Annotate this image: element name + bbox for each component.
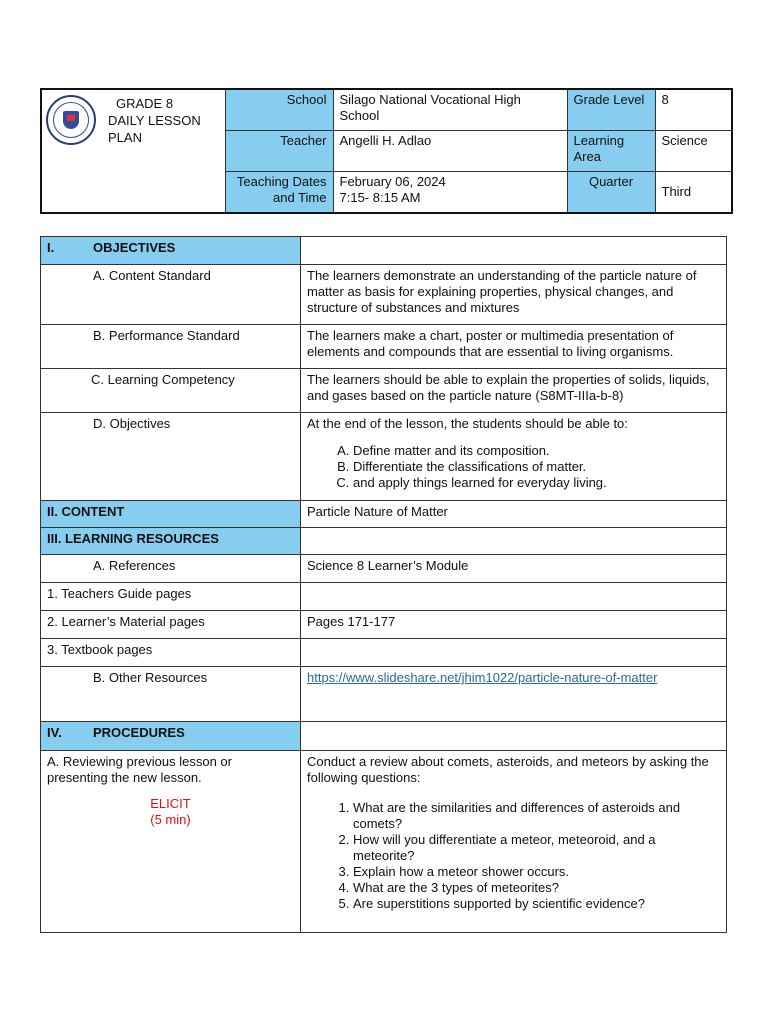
title-line: GRADE 8 — [116, 96, 174, 111]
title-line: DAILY LESSON — [108, 113, 201, 128]
review-intro: Conduct a review about comets, asteroids, and meteors by asking the following questions: — [307, 754, 709, 785]
review-label: A. Reviewing previous lesson or presenting the new lesson. — [47, 754, 232, 785]
learning-competency-label: C. Learning Competency — [41, 369, 301, 413]
list-item: 5. Are superstitions supported by scientific evidence? — [353, 896, 720, 912]
content-heading: II. CONTENT — [41, 501, 301, 528]
teaching-dates-label-line: and Time — [273, 190, 327, 205]
objectives-intro: At the end of the lesson, the students should be able to: — [307, 416, 628, 431]
teaching-dates-label-line: Teaching Dates — [236, 174, 327, 189]
list-item: 4. What are the 3 types of meteorites? — [353, 880, 720, 896]
heading-number: IV. — [47, 725, 62, 740]
learning-area-label: Learning Area — [567, 131, 655, 172]
references-value: Science 8 Learner’s Module — [301, 555, 727, 583]
performance-standard-label: B. Performance Standard — [41, 325, 301, 369]
school-value: Silago National Vocational High School — [333, 89, 567, 131]
textbook-label: 3. Textbook pages — [41, 639, 301, 667]
procedures-heading — [41, 722, 301, 751]
heading-text: PROCEDURES — [93, 725, 185, 740]
empty-cell — [301, 583, 727, 611]
header-table — [40, 88, 733, 214]
objectives-heading — [41, 237, 301, 265]
teachers-guide-label: 1. Teachers Guide pages — [41, 583, 301, 611]
date-value: February 06, 2024 — [339, 174, 446, 189]
objectives-list — [307, 443, 720, 491]
content-standard-value: The learners demonstrate an understanding of the particle nature of matter as basis for explaining properties, physical changes, and structure of substances and mixtures — [301, 265, 727, 325]
learners-material-value: Pages 171-177 — [301, 611, 727, 639]
review-value — [301, 751, 727, 933]
other-resources-link[interactable]: https://www.slideshare.net/jhim1022/particle-nature-of-matter — [307, 670, 658, 685]
elicit-time: (5 min) — [150, 812, 191, 827]
list-item: A. Define matter and its composition. — [353, 443, 720, 459]
grade-level-value: 8 — [655, 89, 732, 131]
list-item: 1. What are the similarities and differences of asteroids and comets? — [353, 800, 720, 832]
learning-area-value: Science — [655, 131, 732, 172]
teaching-dates-label — [225, 172, 333, 214]
heading-number: I. — [47, 240, 55, 255]
lesson-plan-table — [40, 236, 727, 933]
title-cell — [41, 89, 225, 213]
time-value: 7:15- 8:15 AM — [339, 190, 421, 205]
objectives-label: D. Objectives — [41, 413, 301, 501]
learning-competency-value: The learners should be able to explain the properties of solids, liquids, and gases based on the particle nature (S8MT-IIIa-b-8) — [301, 369, 727, 413]
learning-resources-heading: III. LEARNING RESOURCES — [41, 528, 301, 555]
title-line: PLAN — [108, 130, 142, 145]
document-title — [108, 95, 218, 146]
content-value: Particle Nature of Matter — [301, 501, 727, 528]
questions-list — [307, 800, 720, 912]
other-resources-value — [301, 667, 727, 722]
performance-standard-value: The learners make a chart, poster or multimedia presentation of elements and compounds that are essential to living organisms. — [301, 325, 727, 369]
teacher-label: Teacher — [225, 131, 333, 172]
references-label: A. References — [41, 555, 301, 583]
grade-level-label: Grade Level — [567, 89, 655, 131]
list-item: C. and apply things learned for everyday living. — [353, 475, 720, 491]
heading-text: OBJECTIVES — [93, 240, 176, 255]
empty-cell — [301, 722, 727, 751]
deped-seal-logo — [46, 95, 96, 145]
objectives-value — [301, 413, 727, 501]
empty-cell — [301, 639, 727, 667]
empty-cell — [301, 237, 727, 265]
other-resources-label: B. Other Resources — [41, 667, 301, 722]
date-time-value — [333, 172, 567, 214]
quarter-label: Quarter — [567, 172, 655, 214]
content-standard-label: A. Content Standard — [41, 265, 301, 325]
review-label-cell — [41, 751, 301, 933]
list-item: B. Differentiate the classifications of matter. — [353, 459, 720, 475]
school-label: School — [225, 89, 333, 131]
learners-material-label: 2. Learner’s Material pages — [41, 611, 301, 639]
empty-cell — [301, 528, 727, 555]
elicit-label: ELICIT — [150, 796, 191, 811]
quarter-value: Third — [655, 172, 732, 214]
list-item: 3. Explain how a meteor shower occurs. — [353, 864, 720, 880]
list-item: 2. How will you differentiate a meteor, meteoroid, and a meteorite? — [353, 832, 720, 864]
teacher-value: Angelli H. Adlao — [333, 131, 567, 172]
